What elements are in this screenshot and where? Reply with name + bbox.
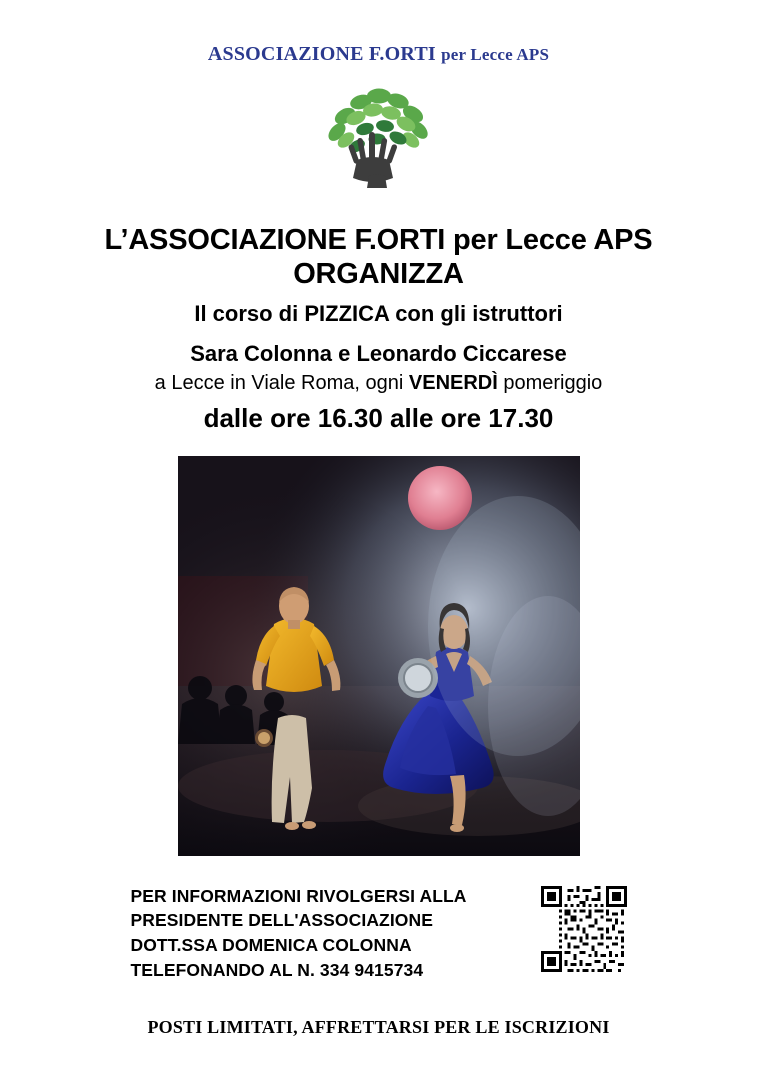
location-prefix: a Lecce in Viale Roma, ogni xyxy=(154,372,409,395)
info-line-1: PER INFORMAZIONI RIVOLGERSI ALLA xyxy=(130,885,467,906)
tree-hand-logo-icon xyxy=(299,80,459,190)
headline-line-1: L’ASSOCIAZIONE F.ORTI per Lecce APS xyxy=(104,224,653,256)
schedule-time: dalle ore 16.30 alle ore 17.30 xyxy=(203,403,554,434)
headline-line-2: ORGANIZZA xyxy=(293,257,464,290)
info-line-2: PRESIDENTE DELL'ASSOCIAZIONE xyxy=(130,910,434,931)
association-name-main: ASSOCIAZIONE F.ORTI xyxy=(207,43,436,65)
day-highlight: VENERDÌ xyxy=(408,372,498,395)
location-and-day xyxy=(105,372,653,395)
association-name xyxy=(208,44,549,64)
qr-code-icon[interactable] xyxy=(541,886,627,972)
headline-block xyxy=(105,224,653,434)
association-name-suffix: per Lecce APS xyxy=(441,45,550,64)
footer-note: POSTI LIMITATI, AFFRETTARSI PER LE ISCRIZIONI xyxy=(147,1017,610,1037)
course-title: Il corso di PIZZICA con gli istruttori xyxy=(194,301,563,327)
info-line-3: DOTT.SSA DOMENICA COLONNA xyxy=(130,935,412,956)
contact-info-row xyxy=(0,884,757,983)
location-suffix: pomeriggio xyxy=(497,372,603,395)
instructors: Sara Colonna e Leonardo Ciccarese xyxy=(190,340,567,366)
dancers-photo xyxy=(178,456,580,856)
contact-info-text xyxy=(130,884,466,983)
info-line-4: TELEFONANDO AL N. 334 9415734 xyxy=(130,960,424,981)
